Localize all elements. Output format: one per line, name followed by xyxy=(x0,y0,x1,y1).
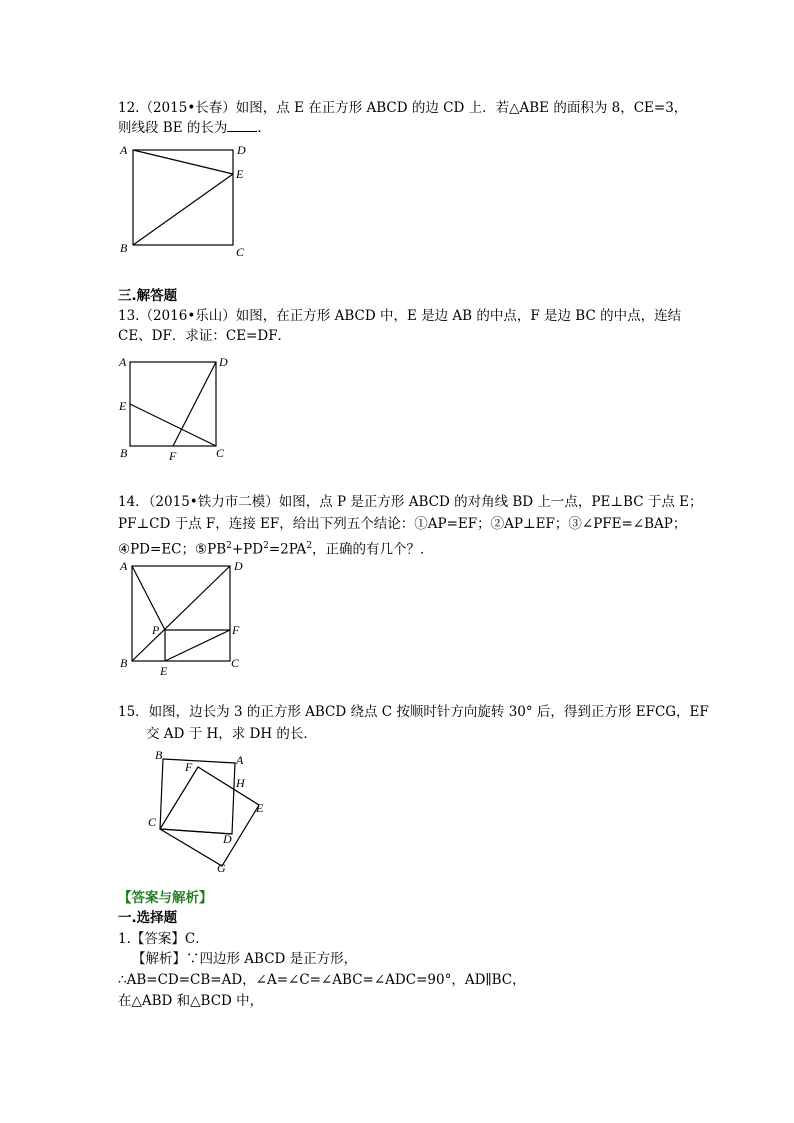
q14-line3-part-d: ，正确的有几个？． xyxy=(312,541,434,558)
q13-label-a: A xyxy=(119,355,127,369)
q12-label-c: C xyxy=(236,245,245,259)
q14-label-c: C xyxy=(231,656,240,670)
q14-line3-part-a: ④PD=EC；⑤PB xyxy=(118,541,227,558)
q14-label-f: F xyxy=(232,623,240,637)
q15-text-line2: 交 AD 于 H，求 DH 的长． xyxy=(146,726,317,742)
q13-label-b: B xyxy=(120,446,128,460)
q15-label-h: H xyxy=(236,776,245,790)
q12-text-line1: 12.（2015•长春）如图，点 E 在正方形 ABCD 的边 CD 上．若△ABE 的面积为 8，CE=3， xyxy=(118,100,688,116)
section-heading-3: 三.解答题 xyxy=(118,288,178,304)
q14-text-line3 xyxy=(118,537,434,559)
q15-label-d: D xyxy=(223,832,232,846)
q13-label-c: C xyxy=(216,446,225,460)
answer-1-line2: ∴AB=CD=CB=AD，∠A=∠C=∠ABC=∠ADC=90°，AD∥BC， xyxy=(118,972,526,988)
q13-text-line2: CE、DF．求证：CE=DF． xyxy=(118,328,292,344)
answers-header: 【答案与解析】 xyxy=(118,890,213,906)
answer-1-analysis: 【解析】∵四边形 ABCD 是正方形， xyxy=(132,951,358,967)
q15-label-f: F xyxy=(185,760,193,774)
answers-section-1: 一.选择题 xyxy=(118,910,178,926)
q14-label-e: E xyxy=(160,664,168,678)
q14-text-line1: 14．（2015•铁力市二模）如图，点 P 是正方形 ABCD 的对角线 BD 上一点，PE⊥BC 于点 E； xyxy=(118,494,703,510)
q13-label-f: F xyxy=(169,449,177,463)
q14-line3-part-c: =2PA xyxy=(268,541,307,558)
q12-label-d: D xyxy=(237,143,246,157)
q14-label-b: B xyxy=(120,656,128,670)
answer-1-line3: 在△ABD 和△BCD 中， xyxy=(118,993,264,1009)
q15-label-a: A xyxy=(236,753,244,767)
q14-label-d: D xyxy=(234,559,243,573)
superscript-2: 2 xyxy=(263,541,269,551)
q15-text-line1: 15．如图，边长为 3 的正方形 ABCD 绕点 C 按顺时针方向旋转 30° 后，得到正方形 EFCG，EF xyxy=(118,704,709,720)
q14-text-line2: PF⊥CD 于点 F，连接 EF，给出下列五个结论：①AP=EF；②AP⊥EF；③∠PFE=∠BAP； xyxy=(118,516,687,532)
q12-text-line2-pre: 则线段 BE 的长为 xyxy=(118,120,228,136)
q15-label-b: B xyxy=(155,748,163,762)
q12-text-line2-post: ． xyxy=(257,120,271,136)
q12-label-e: E xyxy=(236,167,244,181)
q13-label-d: D xyxy=(219,355,228,369)
q13-label-e: E xyxy=(119,399,127,413)
q15-label-c: C xyxy=(148,815,157,829)
q14-label-a: A xyxy=(120,559,128,573)
q15-label-e: E xyxy=(256,801,264,815)
superscript-2: 2 xyxy=(226,541,232,551)
superscript-2: 2 xyxy=(306,541,313,551)
answer-1: 1.【答案】C． xyxy=(118,931,209,947)
q12-label-b: B xyxy=(120,241,128,255)
q12-label-a: A xyxy=(120,143,128,157)
q13-text-line1: 13.（2016•乐山）如图，在正方形 ABCD 中，E 是边 AB 的中点，F 是边 BC 的中点，连结 xyxy=(118,308,682,324)
q14-line3-part-b: +PD xyxy=(231,541,264,558)
q14-label-p: P xyxy=(152,623,160,637)
q15-label-g: G xyxy=(217,861,226,875)
